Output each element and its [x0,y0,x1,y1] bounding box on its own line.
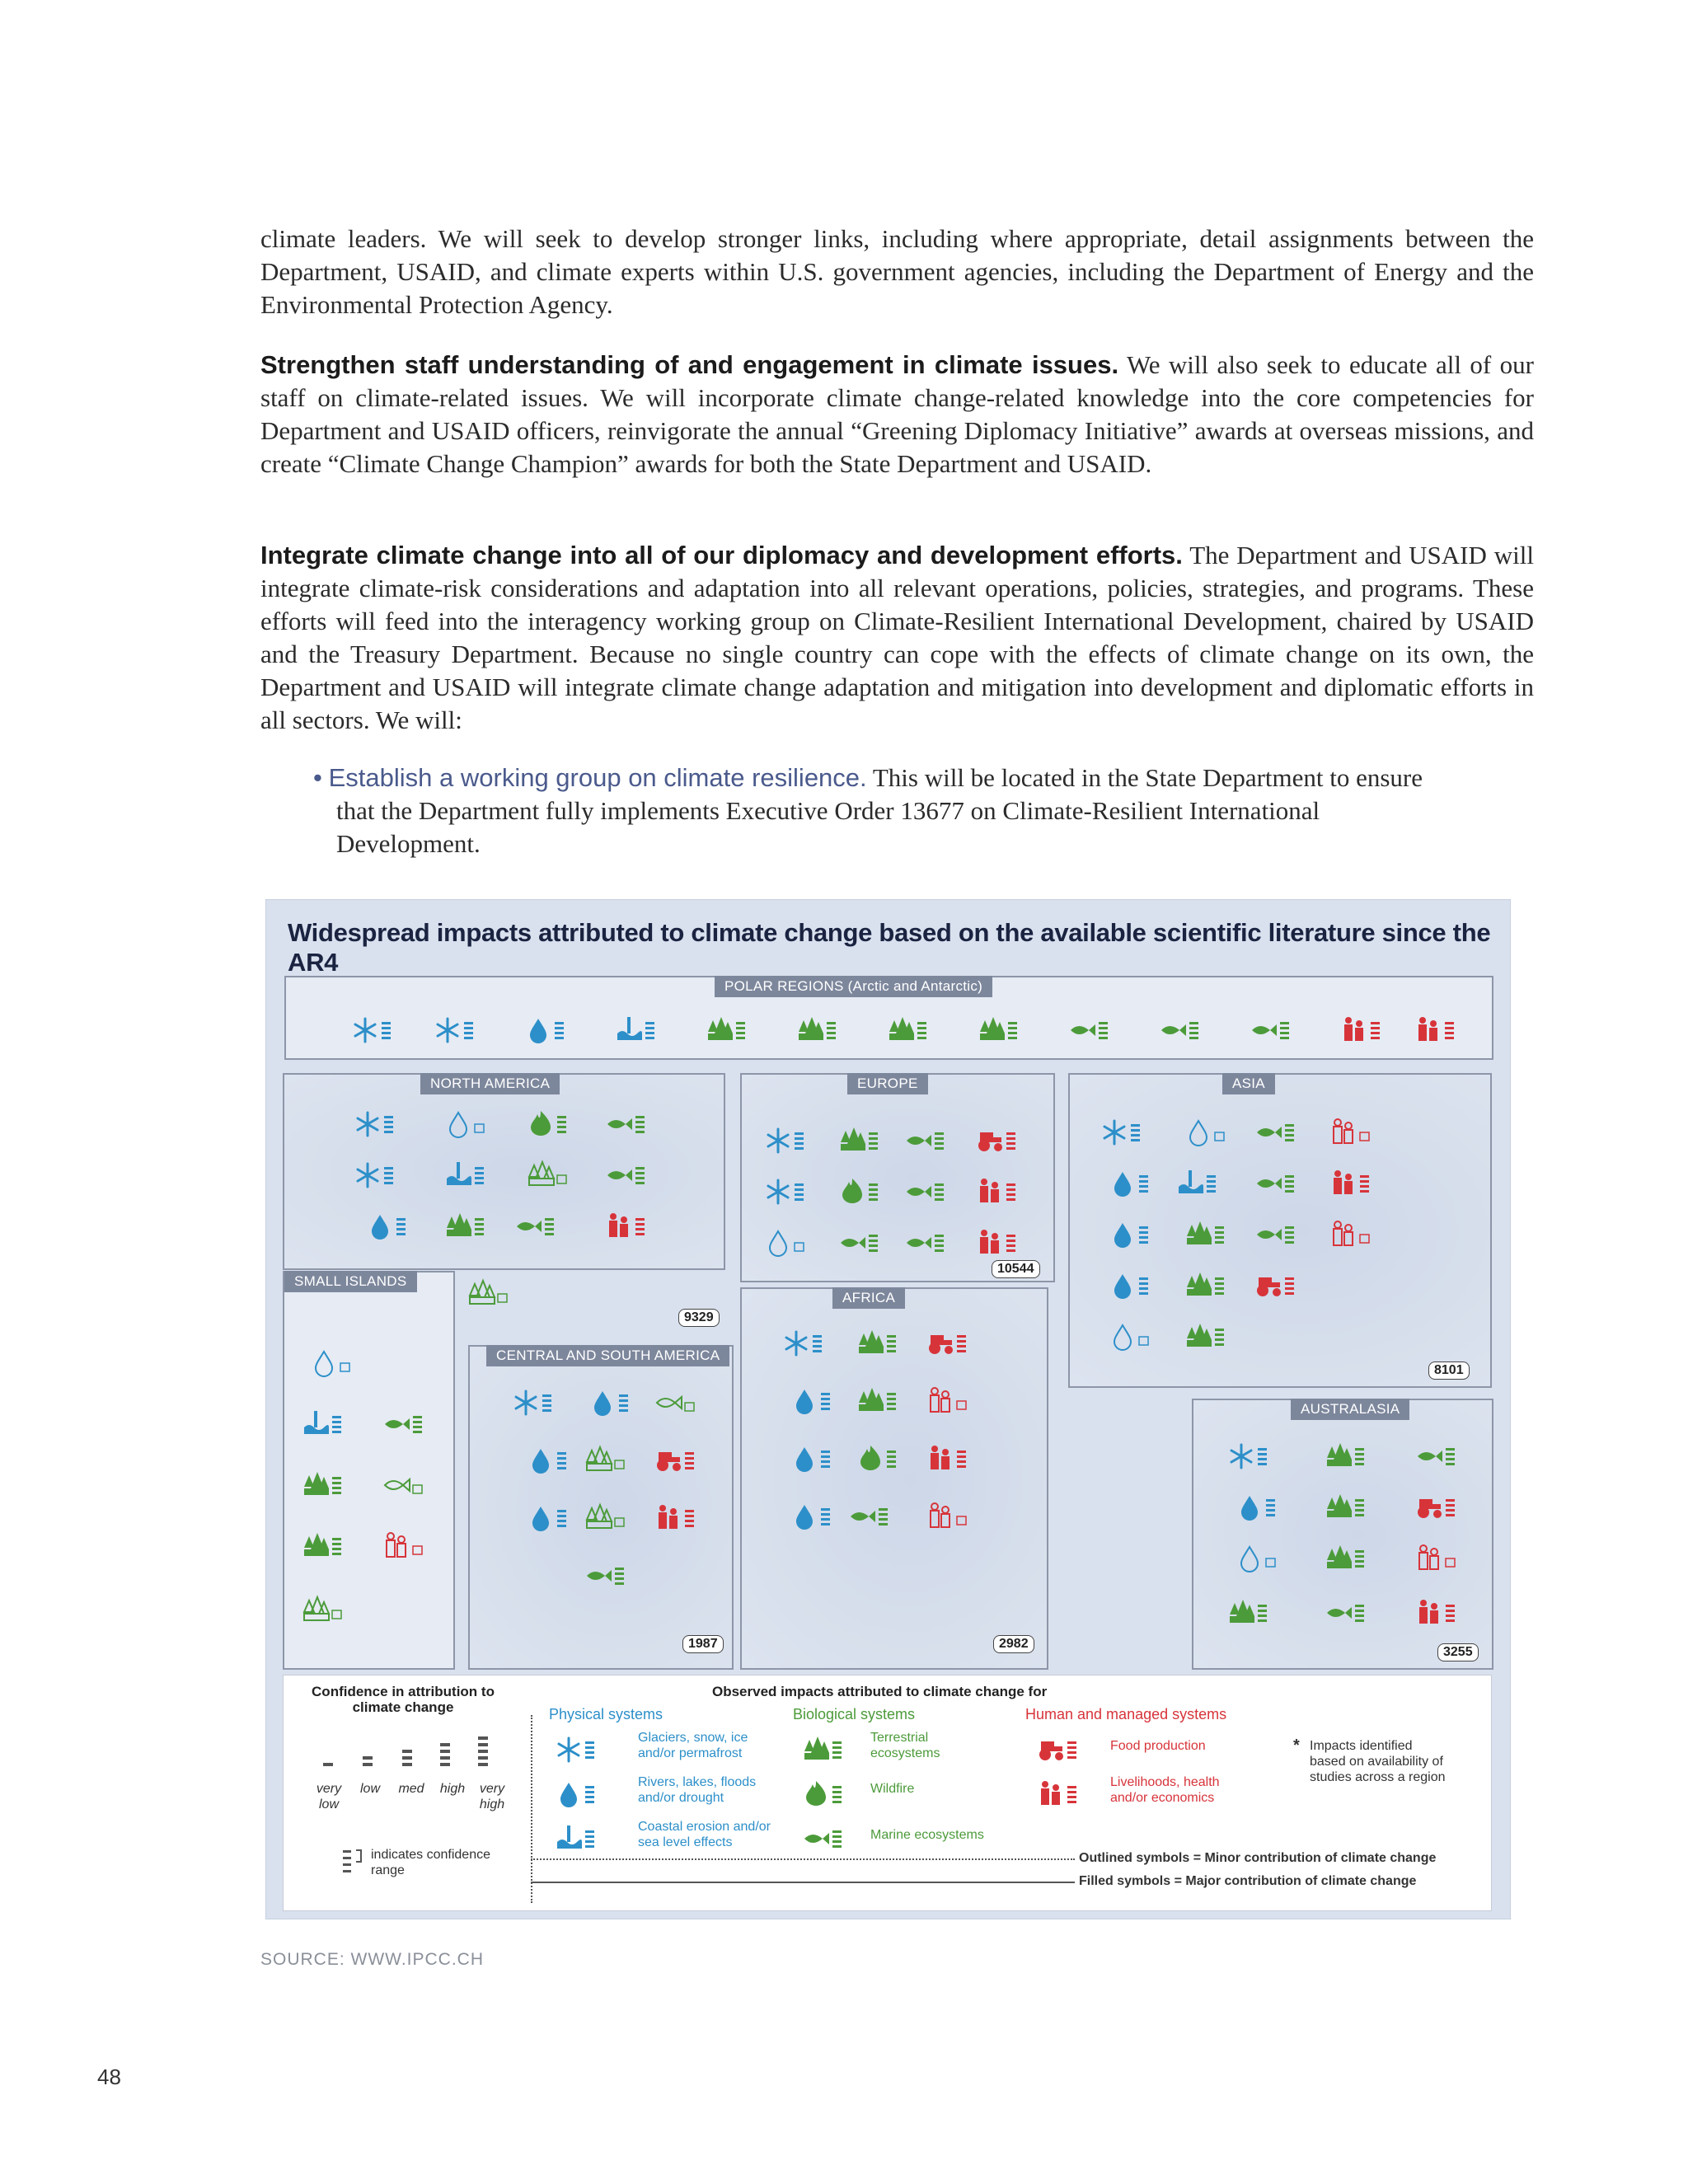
paragraph-integrate-text: The Department and USAID will integrate climate-risk considerations and adaptation into all relevant operations, policies, strategies, and programs. These efforts will feed into the interagency working group on Climate-Resilient International Development, chaired by USAID and the Treasury Department. Because no single country can cope with the effects of climate change on its own, the Department and USAID will integrate climate change adaptation and mitigation into development and diplomatic efforts in all sectors. We will: [260,541,1534,734]
legend-confidence-title: Confidence in attribution to climate change [312,1684,495,1715]
conf-low: low [359,1782,380,1796]
terrestrial-tree-icon [839,1126,892,1155]
region-label-europe: EUROPE [847,1073,928,1094]
glacier-icon [783,1329,836,1358]
paragraph-integrate-lead: Integrate climate change into all of our diplomacy and development efforts. [260,541,1183,569]
food-tractor-outline-icon [927,1386,980,1416]
terrestrial-tree-icon [302,1470,355,1500]
region-label-small-islands: SMALL ISLANDS [284,1271,417,1292]
glacier-icon [765,1126,818,1155]
coastal-icon [445,1160,498,1190]
coastal-icon [302,1409,355,1439]
count-central-south-america: 1987 [682,1635,724,1653]
marine-fish-icon [606,1109,659,1139]
count-africa: 2982 [993,1635,1034,1653]
confidence-range-icon [341,1845,366,1878]
marine-fish-outline-icon [383,1470,436,1500]
terrestrial-tree-icon [1185,1271,1238,1301]
livelihood-people-icon [977,1177,1029,1207]
wildfire-icon [528,1109,580,1139]
food-tractor-icon [927,1329,980,1358]
river-drop-icon [1109,1169,1162,1198]
paragraph-intro: climate leaders. We will seek to develop stronger links, including where appropriate, detail assignments between the Department, USAID, and climate experts within U.S. government agencies, including the Department of Energy and the Environmental Protection Agency. [260,224,1534,319]
terrestrial-tree-icon [857,1329,910,1358]
region-asia [1068,1073,1492,1388]
marine-fish-icon [1160,1015,1212,1045]
terrestrial-outline-icon [585,1503,638,1533]
count-asia: 8101 [1428,1361,1470,1380]
region-africa [740,1287,1048,1670]
food-tractor-icon [977,1126,1029,1155]
marine-fish-icon [1250,1015,1303,1045]
legend-glaciers: Glaciers, snow, ice and/or permafrost [638,1731,748,1760]
river-drop-icon [1109,1220,1162,1249]
region-label-asia: ASIA [1222,1073,1275,1094]
legend-outline-connector [531,1858,1075,1860]
count-europe: 10544 [992,1260,1040,1278]
legend-range-note: indicates confidence range [371,1848,490,1877]
river-drop-icon [791,1444,844,1474]
legend-food: Food production [1110,1739,1206,1753]
glacier-icon [1101,1118,1154,1147]
marine-fish-icon [803,1824,856,1854]
region-central-south-america [468,1345,734,1670]
livelihood-people-icon [1038,1779,1090,1809]
legend-filled: Filled symbols = Major contribution of climate change [1079,1874,1417,1888]
legend-observed-title: Observed impacts attributed to climate change for [712,1684,1048,1699]
river-drop-outline-icon [765,1228,818,1258]
legend-star-note: Impacts identified based on availability of studies across a region [1310,1739,1446,1784]
marine-fish-icon [1416,1441,1469,1471]
terrestrial-tree-icon [888,1015,940,1045]
bullet-text: This will be located in the State Department to ensure that the Department fully implements Executive Order 13677 on Climate-Resilient International Development. [336,763,1423,858]
conf-very-low: very low [316,1782,342,1811]
marine-fish-icon [1255,1220,1308,1249]
livelihood-people-icon [1416,1598,1469,1628]
terrestrial-tree-icon [1325,1544,1378,1573]
marine-fish-icon [1325,1598,1378,1628]
legend-biological-title: Biological systems [793,1706,916,1722]
marine-fish-icon [1069,1015,1122,1045]
livelihood-outline-icon [927,1502,980,1531]
legend-wildfire: Wildfire [870,1782,915,1796]
food-tractor-outline-icon [1416,1544,1469,1573]
marine-fish-icon [839,1228,892,1258]
livelihood-people-icon [655,1503,708,1533]
source-credit: SOURCE: WWW.IPCC.CH [260,1950,484,1969]
region-label-africa: AFRICA [832,1287,905,1309]
glacier-icon [1228,1441,1281,1471]
region-label-north-america: NORTH AMERICA [420,1073,560,1094]
food-tractor-icon [655,1446,708,1475]
legend-terrestrial: Terrestrial ecosystems [870,1731,940,1760]
wildfire-icon [803,1779,856,1809]
marine-fish-icon [515,1212,568,1241]
bullet-marker: • [313,763,322,792]
legend-outlined: Outlined symbols = Minor contribution of climate change [1079,1851,1437,1865]
terrestrial-tree-icon [1325,1493,1378,1522]
terrestrial-outline-icon [468,1279,521,1309]
figure-legend [283,1675,1492,1911]
livelihood-people-icon [1330,1169,1383,1198]
coastal-icon [556,1824,608,1854]
river-drop-icon [589,1388,642,1418]
marine-fish-icon [905,1228,958,1258]
region-label-polar: POLAR REGIONS (Arctic and Antarctic) [715,976,992,997]
river-drop-icon [525,1015,578,1045]
terrestrial-tree-icon [978,1015,1031,1045]
terrestrial-tree-icon [857,1386,910,1416]
river-drop-icon [528,1446,580,1475]
region-north-america [283,1073,725,1270]
marine-fish-icon [849,1502,902,1531]
terrestrial-tree-icon [1228,1598,1281,1628]
wildfire-icon [839,1177,892,1207]
wildfire-icon [857,1444,910,1474]
marine-fish-icon [606,1160,659,1190]
glacier-icon [513,1388,565,1418]
livelihood-people-icon [977,1228,1029,1258]
river-drop-icon [1236,1493,1289,1522]
coastal-icon [1177,1169,1230,1198]
terrestrial-tree-icon [706,1015,759,1045]
livelihood-people-icon [1415,1015,1468,1045]
legend-connector [531,1715,535,1903]
river-drop-outline-icon [1236,1544,1289,1573]
marine-fish-icon [1255,1169,1308,1198]
river-drop-icon [367,1212,420,1241]
legend-physical-title: Physical systems [549,1706,663,1722]
bullet-list [313,762,1451,860]
paragraph-staff-text: We will also seek to educate all of our staff on climate-related issues. We will incorporate climate change-related knowledge into the core competencies for Department and USAID officers, reinvigorate the annual “Greening Diplomacy Initiative” awards at overseas missions, and create “Climate Change Champion” awards for both the State Department and USAID. [260,350,1534,478]
conf-high: high [439,1782,466,1796]
bullet-item-working-group [313,762,1451,860]
food-tractor-outline-icon [1330,1118,1383,1147]
bullet-lead: Establish a working group on climate resilience. [328,763,867,792]
legend-coastal: Coastal erosion and/or sea level effects [638,1820,771,1849]
glacier-icon [352,1015,405,1045]
star-icon: * [1293,1736,1300,1755]
region-label-australasia: AUSTRALASIA [1291,1399,1409,1420]
river-drop-outline-icon [1109,1322,1162,1352]
marine-fish-icon [383,1409,436,1439]
region-label-central-south-america: CENTRAL AND SOUTH AMERICA [486,1345,729,1366]
glacier-icon [354,1109,407,1139]
glacier-icon [765,1177,818,1207]
river-drop-outline-icon [445,1109,498,1139]
terrestrial-tree-icon [797,1015,850,1045]
food-tractor-icon [1416,1493,1469,1522]
confidence-bars-icon [316,1735,506,1776]
paragraph-integrate [260,539,1534,737]
glacier-icon [556,1735,608,1765]
river-drop-icon [1109,1271,1162,1301]
marine-fish-icon [905,1177,958,1207]
marine-fish-icon [585,1561,638,1591]
terrestrial-outline-icon [528,1160,580,1190]
river-drop-icon [791,1386,844,1416]
legend-rivers: Rivers, lakes, floods and/or drought [638,1775,757,1805]
river-drop-icon [528,1503,580,1533]
glacier-icon [434,1015,487,1045]
food-tractor-icon [1255,1271,1308,1301]
legend-filled-connector [531,1882,1075,1883]
coastal-icon [616,1015,668,1045]
food-tractor-icon [1038,1735,1090,1765]
livelihood-outline-icon [1330,1220,1383,1249]
terrestrial-tree-icon [1185,1322,1238,1352]
region-polar [284,976,1493,1060]
river-drop-outline-icon [1185,1118,1238,1147]
terrestrial-tree-icon [803,1735,856,1765]
river-drop-icon [556,1779,608,1809]
terrestrial-outline-icon [302,1596,355,1625]
legend-human-title: Human and managed systems [1025,1706,1227,1722]
terrestrial-outline-icon [585,1446,638,1475]
count-australasia: 3255 [1437,1643,1479,1661]
region-small-islands [283,1271,455,1670]
legend-livelihoods: Livelihoods, health and/or economics [1110,1775,1220,1805]
livelihood-outline-icon [383,1531,436,1561]
figure-title: Widespread impacts attributed to climate change based on the available scientific literature since the AR4 [288,918,1491,977]
terrestrial-tree-icon [1185,1220,1238,1249]
ipcc-impacts-map [265,899,1511,1919]
livelihood-people-icon [927,1444,980,1474]
terrestrial-tree-icon [445,1212,498,1241]
paragraph-staff-lead: Strengthen staff understanding of and engagement in climate issues. [260,350,1119,379]
terrestrial-tree-icon [1325,1441,1378,1471]
count-north-america: 9329 [678,1309,720,1327]
marine-fish-icon [1255,1118,1308,1147]
region-europe [740,1073,1055,1282]
legend-marine: Marine ecosystems [870,1828,984,1842]
river-drop-icon [791,1502,844,1531]
page-number: 48 [97,2064,121,2089]
conf-very-high: very high [479,1782,505,1811]
paragraph-staff [260,349,1534,480]
conf-med: med [398,1782,424,1796]
glacier-icon [354,1160,407,1190]
livelihood-people-icon [1341,1015,1394,1045]
terrestrial-tree-icon [302,1531,355,1561]
marine-fish-icon [905,1126,958,1155]
livelihood-people-icon [606,1212,659,1241]
river-drop-outline-icon [311,1348,363,1378]
region-australasia [1192,1399,1493,1670]
marine-fish-outline-icon [655,1388,708,1418]
